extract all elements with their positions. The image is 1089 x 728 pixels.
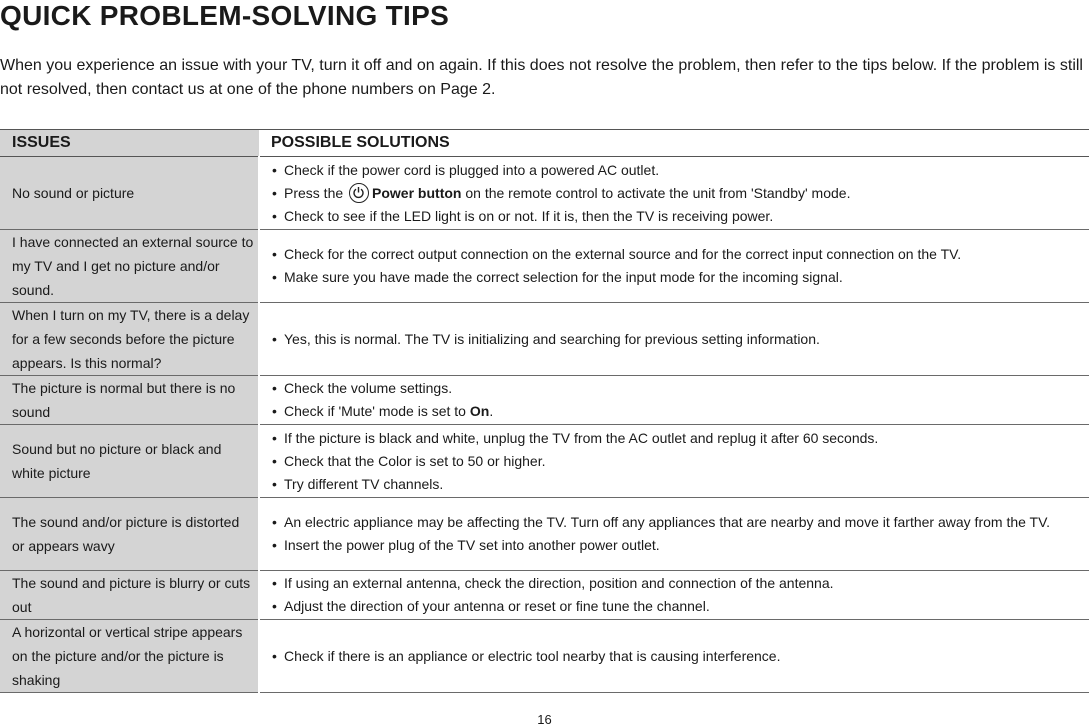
solution-item: • Make sure you have made the correct selection for the input mode for the incoming signal. <box>272 266 1083 289</box>
issue-cell: The sound and/or picture is distorted or appears wavy <box>0 498 259 571</box>
solution-cell <box>259 620 1089 693</box>
table-row <box>0 620 1089 693</box>
power-button-label: Power button <box>372 184 462 201</box>
issue-cell: The picture is normal but there is no sound <box>0 376 259 425</box>
table-header-row <box>0 130 1089 157</box>
table-row <box>0 303 1089 376</box>
table-row <box>0 498 1089 571</box>
header-solutions: POSSIBLE SOLUTIONS <box>259 130 1089 157</box>
issue-cell: I have connected an external source to my TV and I get no picture and/or sound. <box>0 230 259 303</box>
solution-item <box>272 400 1083 423</box>
page-number: 16 <box>537 712 552 727</box>
solution-item: • Check if there is an appliance or electric tool nearby that is causing interference. <box>272 645 1083 668</box>
power-icon <box>349 183 369 203</box>
solution-cell <box>259 498 1089 571</box>
mute-on-label: On <box>469 403 490 419</box>
solution-text: Press the <box>284 184 344 201</box>
solution-item <box>272 182 1083 205</box>
table-row <box>0 157 1089 230</box>
intro-paragraph: When you experience an issue with your TV, turn it off and on again. If this does not resolve the problem, then refer to the tips below. If the problem is still not resolved, then contact us at one of the phone numbers on Page 2. <box>0 57 1083 98</box>
solution-item: • Insert the power plug of the TV set into another power outlet. <box>272 534 1083 557</box>
solution-cell <box>259 157 1089 230</box>
solution-item: • An electric appliance may be affecting the TV. Turn off any appliances that are nearby and move it farther away from the TV. <box>272 511 1083 534</box>
solution-cell <box>259 230 1089 303</box>
issue-cell: No sound or picture <box>0 157 259 230</box>
troubleshooting-table <box>0 129 1089 693</box>
solution-cell <box>259 425 1089 498</box>
solution-item: • Check if the power cord is plugged into a powered AC outlet. <box>272 159 1083 182</box>
solution-item: • If the picture is black and white, unplug the TV from the AC outlet and replug it after 60 seconds. <box>272 427 1083 450</box>
table-row <box>0 376 1089 425</box>
issue-cell: Sound but no picture or black and white picture <box>0 425 259 498</box>
issue-cell: When I turn on my TV, there is a delay for a few seconds before the picture appears. Is this normal? <box>0 303 259 376</box>
solution-text: on the remote control to activate the unit from 'Standby' mode. <box>465 184 851 201</box>
solution-item: • If using an external antenna, check the direction, position and connection of the antenna. <box>272 572 1083 595</box>
solution-text: . <box>489 403 494 419</box>
solution-item: • Check to see if the LED light is on or not. If it is, then the TV is receiving power. <box>272 205 1083 228</box>
solution-cell <box>259 571 1089 620</box>
solution-item: • Check the volume settings. <box>272 377 1083 400</box>
issue-cell: The sound and picture is blurry or cuts out <box>0 571 259 620</box>
solution-item: • Check for the correct output connection on the external source and for the correct input connection on the TV. <box>272 243 1083 266</box>
solution-item: • Yes, this is normal. The TV is initializing and searching for previous setting information. <box>272 328 1083 351</box>
table-row <box>0 571 1089 620</box>
page-title: QUICK PROBLEM-SOLVING TIPS <box>0 0 450 31</box>
header-issues: ISSUES <box>0 130 259 157</box>
solution-cell <box>259 376 1089 425</box>
issue-cell: A horizontal or vertical stripe appears on the picture and/or the picture is shaking <box>0 620 259 693</box>
solution-text: Check if 'Mute' mode is set to <box>284 403 466 419</box>
solution-cell <box>259 303 1089 376</box>
table-row <box>0 230 1089 303</box>
solution-item: • Adjust the direction of your antenna or reset or fine tune the channel. <box>272 595 1083 618</box>
solution-item: • Try different TV channels. <box>272 473 1083 496</box>
solution-item: • Check that the Color is set to 50 or higher. <box>272 450 1083 473</box>
table-row <box>0 425 1089 498</box>
